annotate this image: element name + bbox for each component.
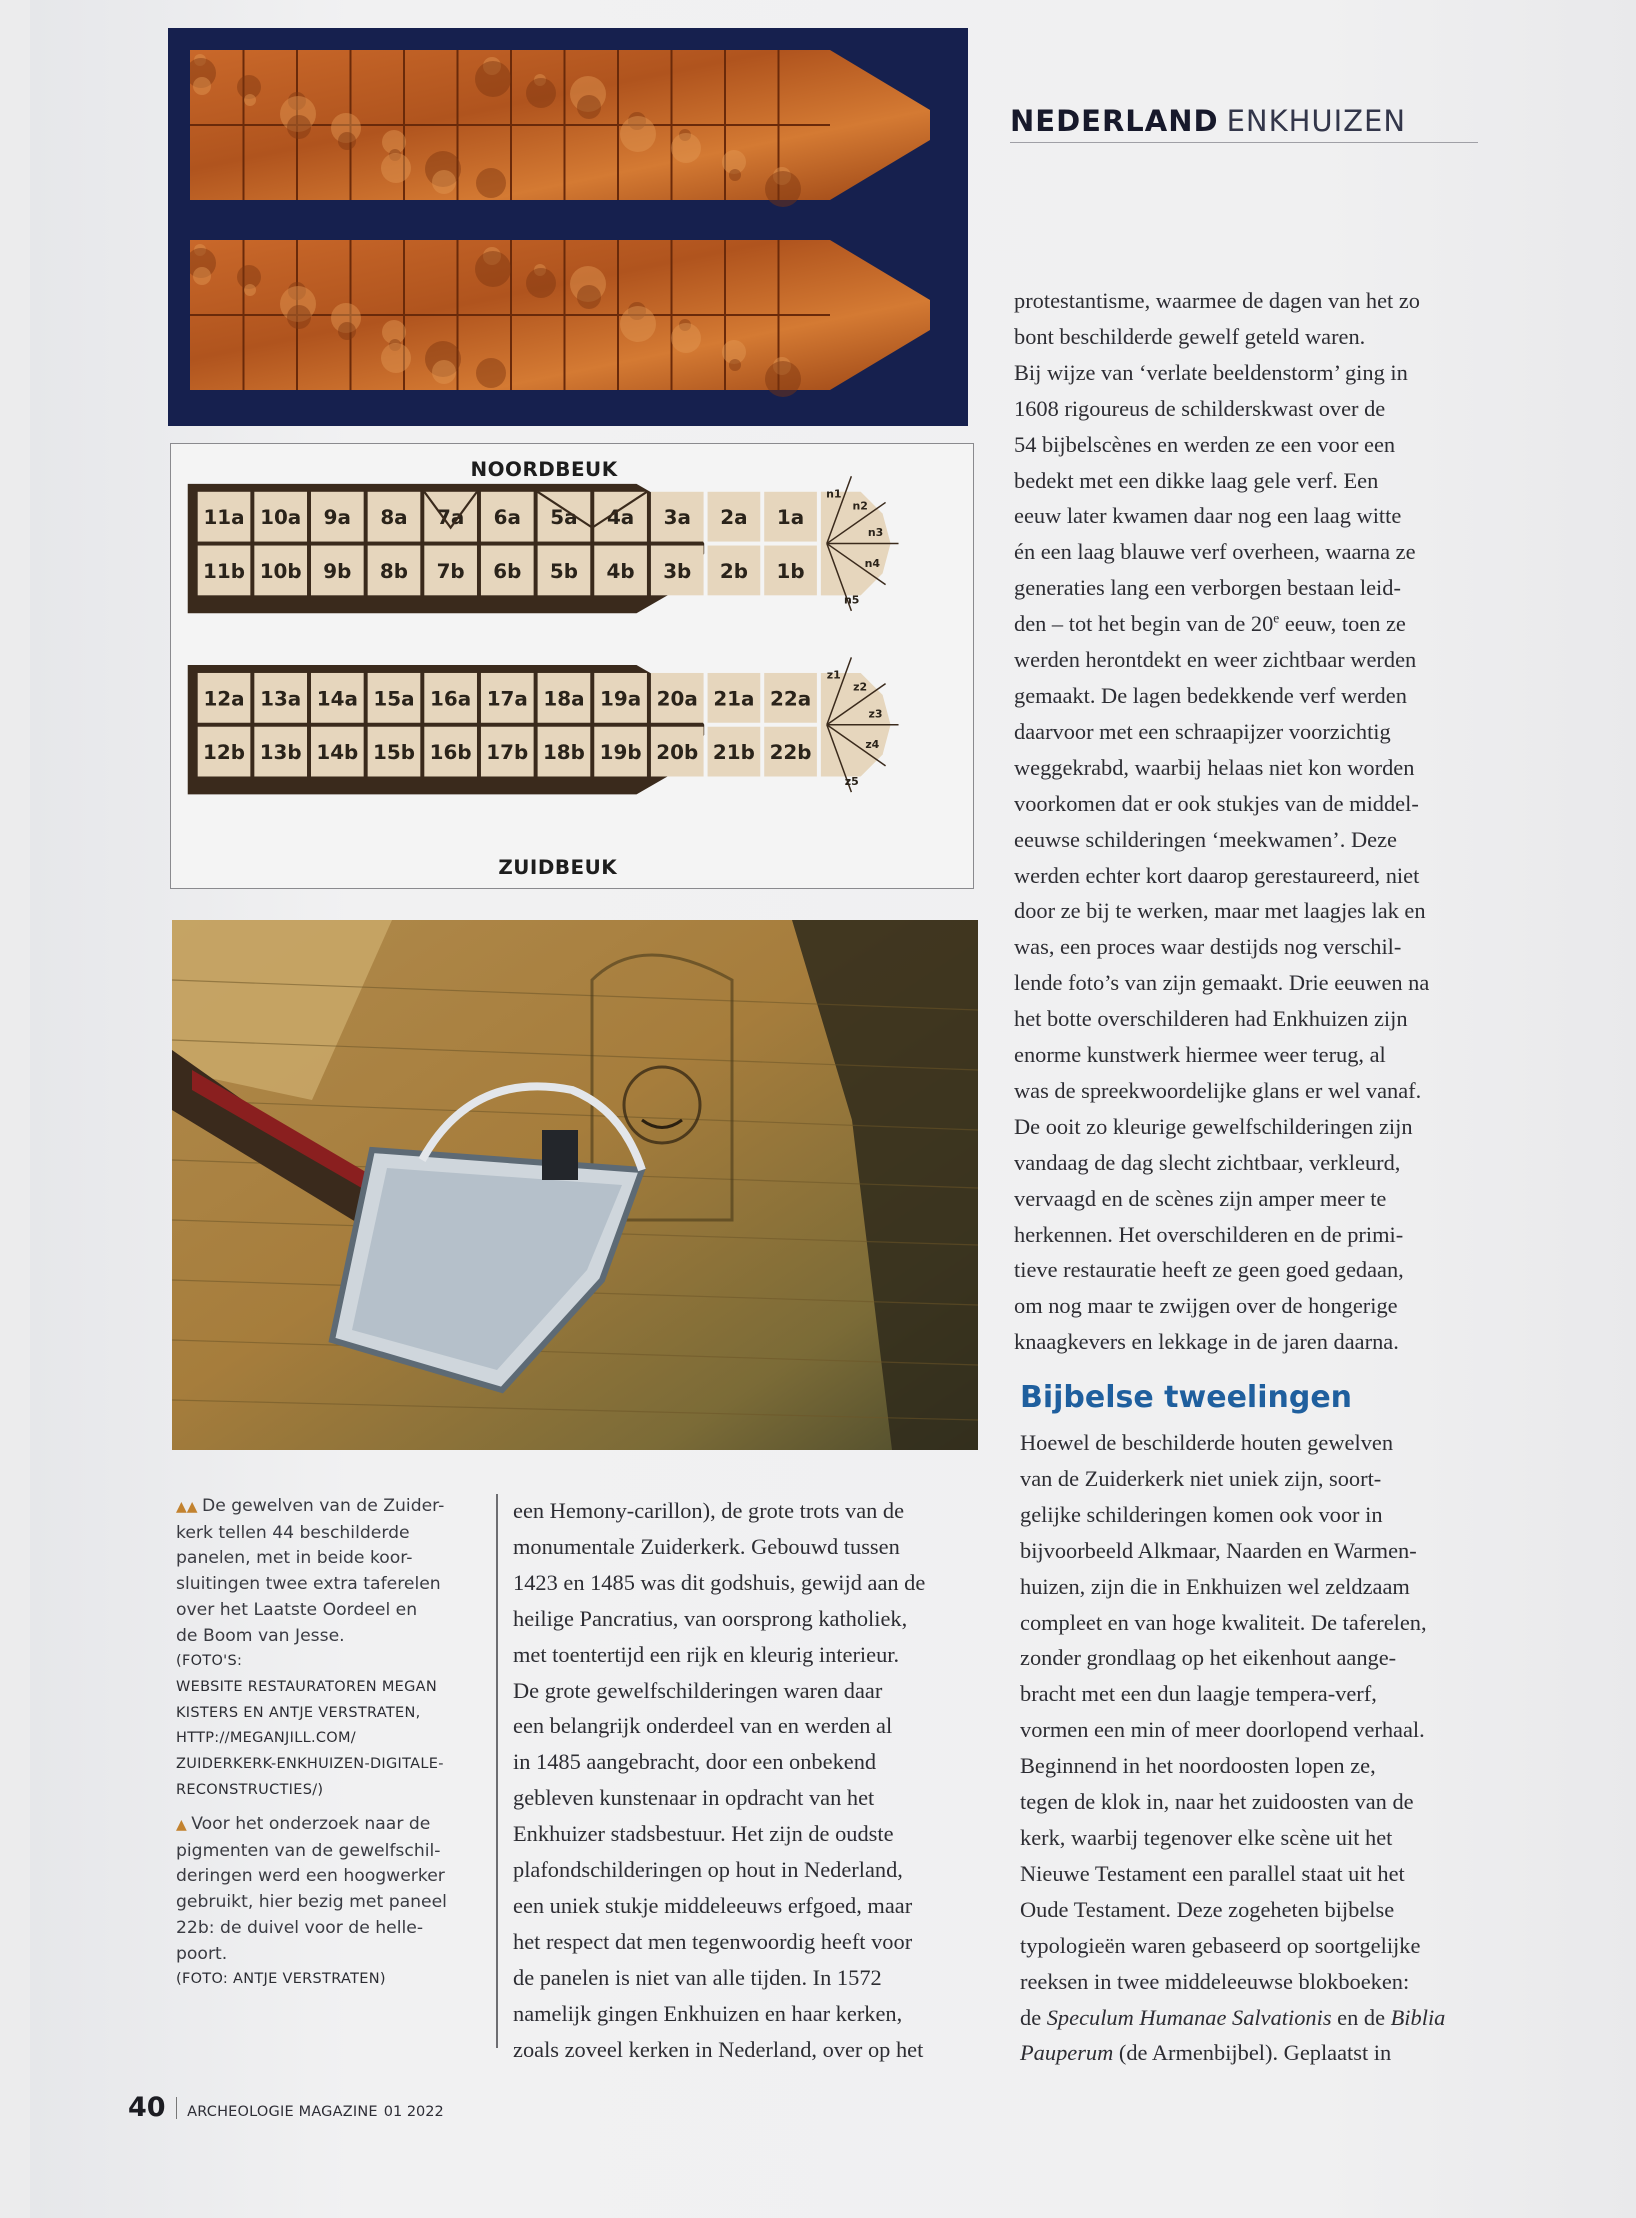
diagram-apse-label: z4 — [865, 737, 880, 751]
caption-text: kerk tellen 44 beschilderde — [176, 1522, 410, 1543]
page-number: 40 — [128, 2092, 166, 2123]
paint-detail — [193, 77, 211, 95]
right-column-text-continued — [1020, 1425, 1490, 2071]
paint-detail — [287, 305, 311, 329]
body-text-line: een uniek stukje middeleeuws erfgoed, maar — [513, 1892, 913, 1918]
issue-number: 01 2022 — [383, 2104, 444, 2120]
paint-detail — [244, 94, 256, 106]
body-text-line: monumentale Zuiderkerk. Gebouwd tussen — [513, 1533, 900, 1559]
diagram-apse-label: n2 — [852, 499, 868, 513]
photo-credit-line: HTTP://MEGANJILL.COM/ — [176, 1730, 356, 1747]
column-divider — [496, 1494, 498, 2048]
paint-detail — [577, 285, 601, 309]
caption-marker-icon: ▲ — [176, 1817, 192, 1833]
diagram-panel-label: 2a — [720, 506, 748, 530]
vault-panel-diagram — [170, 443, 974, 889]
paint-detail — [476, 168, 506, 198]
body-text-line: den – tot het begin van de 20e eeuw, toen ze — [1014, 610, 1406, 637]
caption-text-line — [176, 1864, 476, 1890]
body-text-line: 1608 rigoureus de schilderskwast over de — [1014, 395, 1386, 421]
body-text-line: enorme kunstwerk hiermee weer terug, al — [1014, 1042, 1386, 1068]
paint-detail — [526, 268, 556, 298]
body-text-line: om nog maar te zwijgen over de hongerige — [1014, 1293, 1398, 1319]
caption-text-line — [176, 1598, 476, 1624]
photo-credit-line: KISTERS EN ANTJE VERSTRATEN, — [176, 1704, 421, 1721]
section-place: ENKHUIZEN — [1226, 104, 1407, 138]
body-text-line: was de spreekwoordelijke glans er wel vanaf. — [1014, 1077, 1422, 1103]
caption-text-line — [176, 1916, 476, 1942]
body-text-line: protestantisme, waarmee de dagen van het zo — [1014, 288, 1420, 313]
diagram-apse-label: z1 — [826, 668, 841, 682]
body-text-line: Pauperum (de Armenbijbel). Geplaatst in — [1020, 2040, 1392, 2066]
body-text-line: én een laag blauwe verf overheen, waarna ze — [1014, 539, 1416, 565]
body-text-line: herkennen. Het overschilderen en de primi- — [1014, 1221, 1404, 1247]
diagram-panel-label: 13a — [260, 687, 302, 711]
diagram-panel-label: 22b — [769, 741, 812, 765]
body-text-line: werden echter kort daarop gerestaureerd, niet — [1014, 862, 1420, 888]
diagram-panel-label: 10a — [260, 506, 302, 530]
caption-text-line — [176, 1624, 476, 1650]
paint-detail — [432, 170, 456, 194]
subheading: Bijbelse tweelingen — [1020, 1380, 1353, 1415]
body-text-line: tieve restauratie heeft ze geen goed gedaan, — [1014, 1257, 1404, 1283]
section-header — [1010, 104, 1478, 143]
paint-detail — [526, 78, 556, 108]
section-country: NEDERLAND — [1010, 104, 1219, 138]
diagram-panel-label: 13b — [259, 741, 302, 765]
body-text-line: zonder grondlaag op het eikenhout aange- — [1020, 1645, 1397, 1671]
body-text-line: generaties lang een verborgen bestaan leid- — [1014, 575, 1401, 601]
body-text-line: gebleven kunstenaar in opdracht van het — [513, 1785, 875, 1811]
diagram-panel-label: 16b — [429, 741, 472, 765]
body-text-line: Nieuwe Testament een parallel staat uit het — [1020, 1860, 1405, 1886]
body-text-line: Enkhuizer stadsbestuur. Het zijn de oudste — [513, 1821, 894, 1847]
aerial-work-platform-photo — [172, 920, 978, 1450]
diagram-panel-label: 8b — [379, 559, 409, 583]
diagram-panel-label: 7a — [436, 506, 465, 530]
body-text-line: kerk, waarbij tegenover elke scène uit het — [1020, 1824, 1393, 1850]
crane-image — [172, 920, 978, 1450]
caption-text-line — [176, 1572, 476, 1598]
paint-detail — [729, 359, 741, 371]
paint-detail — [476, 358, 506, 388]
caption-text: De gewelven van de Zuider- — [201, 1496, 445, 1516]
body-text-line: vormen een min of meer doorlopend verhaal. — [1020, 1717, 1425, 1743]
diagram-panel-label: 20a — [656, 687, 698, 711]
body-text-line: door ze bij te werken, maar met laagjes lak en — [1014, 898, 1426, 924]
page-footer — [128, 2092, 444, 2123]
caption-text: sluitingen twee extra taferelen — [176, 1574, 441, 1595]
body-text-line: Bij wijze van ‘verlate beeldenstorm’ ging in — [1014, 359, 1408, 385]
body-text-line: compleet en van hoge kwaliteit. De taferelen, — [1020, 1609, 1427, 1635]
diagram-apse-label: n4 — [864, 556, 881, 570]
diagram-panel-label: 4a — [606, 506, 635, 530]
diagram-apse-label: z2 — [853, 680, 868, 694]
body-text-line: knaagkevers en lekkage in de jaren daarna. — [1014, 1329, 1399, 1355]
body-text-line: de Speculum Humanae Salvationis en de Biblia — [1020, 2004, 1446, 2030]
magazine-name: ARCHEOLOGIE MAGAZINE — [187, 2104, 378, 2120]
paint-detail — [432, 360, 456, 384]
caption-text: panelen, met in beide koor- — [176, 1548, 413, 1569]
caption-text-line — [176, 1890, 476, 1916]
paint-detail — [193, 267, 211, 285]
diagram-apse-label: z3 — [868, 707, 883, 721]
photo-credit-line: WEBSITE RESTAURATOREN MEGAN — [176, 1678, 438, 1695]
body-text-line: voorkomen dat er ook stukjes van de middel- — [1014, 790, 1419, 816]
diagram-panel-label: 3a — [663, 506, 691, 530]
panel-numbering-diagram — [171, 444, 973, 888]
body-text-line: vervaagd en de scènes zijn amper meer te — [1014, 1185, 1387, 1211]
photo-credit-line: (FOTO: ANTJE VERSTRATEN) — [176, 1971, 386, 1988]
diagram-apse-label: n3 — [867, 526, 884, 540]
diagram-panel-label: 16a — [430, 687, 472, 711]
body-text-line: typologieën waren gebaseerd op soortgelijke — [1020, 1932, 1421, 1958]
body-text-line: was, een proces waar destijds nog verschil- — [1014, 934, 1402, 960]
paint-detail — [620, 116, 656, 152]
vault-panels-photo — [168, 28, 968, 426]
paint-detail — [765, 361, 801, 397]
body-text-line: bedekt met een dikke laag gele verf. Een — [1014, 467, 1379, 493]
body-text-line: met toentertijd een rijk en kleurig interieur. — [513, 1641, 900, 1667]
diagram-panel-label: 19b — [599, 741, 642, 765]
diagram-panel-label: 12b — [203, 741, 245, 765]
body-text-line: 1423 en 1485 was dit godshuis, gewijd aan de — [513, 1569, 926, 1595]
diagram-panel-label: 21a — [713, 687, 755, 711]
diagram-panel-label: 10b — [259, 559, 302, 583]
caption-text: Voor het onderzoek naar de — [191, 1814, 431, 1834]
photo-credit-line: RECONSTRUCTIES/) — [176, 1781, 324, 1798]
body-text-line: zoals zoveel kerken in Nederland, over op het — [513, 2036, 924, 2062]
paint-detail — [244, 284, 256, 296]
diagram-panel-label: 15a — [373, 687, 415, 711]
diagram-panel-label: 2b — [719, 559, 748, 583]
diagram-panel-label: 18b — [542, 741, 585, 765]
diagram-panel-label: 9a — [323, 506, 351, 530]
diagram-panel-label: 22a — [769, 687, 812, 711]
paint-detail — [381, 153, 411, 183]
paint-detail — [765, 171, 801, 207]
paint-detail — [338, 322, 356, 340]
diagram-panel-label: 19a — [600, 687, 642, 711]
caption-text-line — [176, 1521, 476, 1547]
body-text-line: huizen, zijn die in Enkhuizen wel zeldzaam — [1020, 1573, 1410, 1599]
south-aisle-label: ZUIDBEUK — [498, 856, 618, 880]
body-text-line: werden herontdekt en weer zichtbaar werden — [1014, 647, 1417, 673]
body-text-line: Hoewel de beschilderde houten gewelven — [1020, 1430, 1394, 1455]
body-text-line: gemaakt. De lagen bedekkende verf werden — [1014, 682, 1407, 708]
diagram-panel-label: 18a — [543, 687, 585, 711]
vault-panels-image — [190, 50, 940, 404]
body-text-line: gelijke schilderingen komen ook voor in — [1020, 1501, 1383, 1527]
caption-text: over het Laatste Oordeel en — [176, 1599, 418, 1620]
diagram-panel-label: 6b — [493, 559, 522, 583]
body-text-line: 54 bijbelscènes en werden ze een voor een — [1014, 431, 1396, 457]
body-text-line: bont beschilderde gewelf geteld waren. — [1014, 323, 1366, 349]
diagram-panel-label: 9b — [323, 559, 352, 583]
caption-crane-photo — [176, 1812, 476, 1993]
right-column-text — [1014, 283, 1484, 1360]
body-text-line: tegen de klok in, naar het zuidoosten van de — [1020, 1789, 1414, 1815]
paint-detail — [338, 132, 356, 150]
diagram-panel-label: 5b — [549, 559, 578, 583]
diagram-panel-label: 4b — [606, 559, 635, 583]
body-text-line: bracht met een dun laagje tempera-verf, — [1020, 1681, 1377, 1707]
body-text-line: lende foto’s van zijn gemaakt. Drie eeuwen na — [1014, 970, 1430, 996]
diagram-panel-label: 14a — [316, 687, 358, 711]
diagram-panel-label: 14b — [316, 741, 359, 765]
diagram-apse-label: z5 — [844, 774, 859, 788]
body-text-line: het botte overschilderen had Enkhuizen zijn — [1014, 1006, 1408, 1032]
diagram-panel-label: 1b — [776, 559, 805, 583]
caption-text-line — [176, 1839, 476, 1865]
caption-text: deringen werd een hoogwerker — [176, 1866, 445, 1887]
diagram-panel-label: 1a — [776, 506, 805, 530]
body-text-line: De ooit zo kleurige gewelfschilderingen zijn — [1014, 1113, 1413, 1139]
diagram-panel-label: 8a — [380, 506, 408, 530]
paint-detail — [671, 323, 701, 353]
paint-detail — [381, 343, 411, 373]
diagram-panel-label: 17a — [486, 687, 528, 711]
diagram-panel-label: 15b — [373, 741, 415, 765]
diagram-panel-label: 17b — [486, 741, 529, 765]
body-text-line: weggekrabd, waarbij helaas niet kon worden — [1014, 754, 1415, 780]
caption-text: de Boom van Jesse. — [176, 1625, 345, 1646]
body-text-line: bijvoorbeeld Alkmaar, Naarden en Warmen- — [1020, 1537, 1417, 1563]
caption-text-line — [176, 1546, 476, 1572]
diagram-panel-label: 21b — [712, 741, 755, 765]
body-text-line: daarvoor met een schraapijzer voorzichtig — [1014, 718, 1391, 744]
paint-detail — [620, 306, 656, 342]
caption-text-line — [176, 1812, 476, 1839]
body-text-line: het respect dat men tegenwoordig heeft voor — [513, 1928, 913, 1954]
body-text-line: Beginnend in het noordoosten lopen ze, — [1020, 1753, 1376, 1779]
diagram-panel-label: 7b — [436, 559, 465, 583]
body-text-line: een belangrijk onderdeel van en werden al — [513, 1713, 893, 1739]
paint-detail — [475, 61, 511, 97]
caption-text-line — [176, 1494, 476, 1521]
body-text-line: plafondschilderingen op hout in Nederland, — [513, 1857, 903, 1883]
paint-detail — [729, 169, 741, 181]
body-text-line: reeksen in twee middeleeuwse blokboeken: — [1020, 1968, 1410, 1994]
body-text-line: eeuw later kwamen daar nog een laag witte — [1014, 503, 1402, 529]
body-text-line: eeuwse schilderingen ‘meekwamen’. Deze — [1014, 826, 1397, 852]
body-text-line: van de Zuiderkerk niet uniek zijn, soort- — [1020, 1465, 1382, 1491]
body-text-line: heilige Pancratius, van oorsprong katholiek, — [513, 1605, 908, 1631]
body-text-line: de panelen is niet van alle tijden. In 1572 — [513, 1964, 882, 1990]
paint-detail — [287, 115, 311, 139]
paint-detail — [577, 95, 601, 119]
paint-detail — [475, 251, 511, 287]
diagram-panel-label: 3b — [663, 559, 692, 583]
body-text-line: in 1485 aangebracht, door een onbekend — [513, 1749, 877, 1775]
photo-credit-line: ZUIDERKERK-ENKHUIZEN-DIGITALE- — [176, 1756, 444, 1773]
diagram-apse-label: n5 — [844, 593, 860, 607]
caption-text: gebruikt, hier bezig met paneel — [176, 1892, 447, 1913]
caption-text: 22b: de duivel voor de helle- — [176, 1917, 424, 1938]
body-text-line: een Hemony-carillon), de grote trots van de — [513, 1498, 905, 1523]
diagram-apse-label: n1 — [826, 487, 842, 501]
caption-marker-icon: ▲▲ — [176, 1499, 202, 1515]
diagram-panel-label: 11b — [203, 559, 245, 583]
footer-divider — [176, 2097, 178, 2119]
diagram-panel-label: 12a — [203, 687, 245, 711]
body-text-line: Oude Testament. Deze zogeheten bijbelse — [1020, 1896, 1395, 1922]
photo-credit-line: (FOTO'S: — [176, 1653, 243, 1670]
diagram-panel-label: 6a — [493, 506, 521, 530]
caption-vault-panels — [176, 1494, 476, 1803]
diagram-panel-label: 11a — [203, 506, 245, 530]
magazine-page — [30, 0, 1636, 2218]
caption-text: pigmenten van de gewelfschil- — [176, 1840, 441, 1861]
caption-text-line — [176, 1942, 476, 1968]
middle-column-text — [513, 1493, 983, 2068]
body-text-line: De grote gewelfschilderingen waren daar — [513, 1677, 883, 1703]
north-aisle-label: NOORDBEUK — [470, 457, 618, 481]
caption-text: poort. — [176, 1943, 228, 1964]
diagram-panel-label: 20b — [656, 741, 699, 765]
paint-detail — [671, 133, 701, 163]
body-text-line: vandaag de dag slecht zichtbaar, verkleurd, — [1014, 1149, 1401, 1175]
diagram-panel-label: 5a — [550, 506, 578, 530]
body-text-line: namelijk gingen Enkhuizen en haar kerken, — [513, 2000, 903, 2026]
